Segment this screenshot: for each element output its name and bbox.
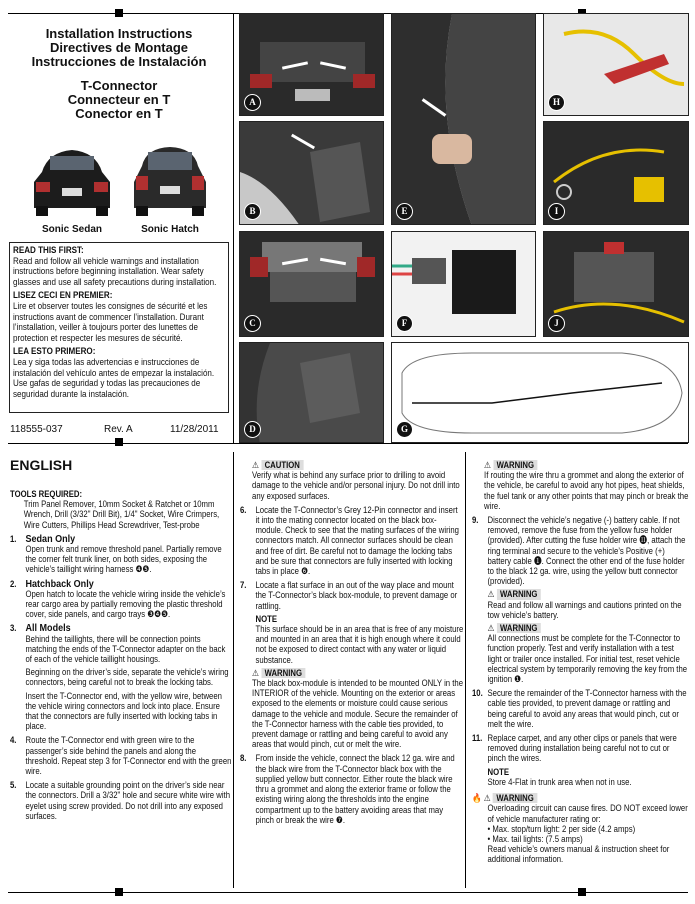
- step-10: [472, 688, 689, 729]
- step-number: 4.: [10, 735, 17, 746]
- step-body: Disconnect the vehicle’s negative (-) battery cable. If not removed, remove the fuse from the yellow fuse holder (provided). After cutting the fuse holder wire ⓫, attach the ring terminal and secure to the vehicle’s Positive (+) battery cable ❶. Connect the other end of the fuse holder to the black 12 ga. wire, using the yellow butt connector (provided).: [487, 515, 686, 587]
- step-number: 5.: [10, 780, 17, 791]
- step-head: All Models: [25, 622, 71, 635]
- photo-f: [391, 231, 536, 337]
- photo-label: C: [244, 315, 261, 332]
- column-2: [240, 457, 464, 825]
- step-number: 1.: [10, 533, 17, 544]
- step-2: [10, 579, 232, 620]
- step-body: Locate the T-Connector’s Grey 12-Pin connector and insert it into the mating connector located on the black box-module. Check to see that the mating surfaces of the wiring connectors match. All connector surfaces should be clean and free of dirt. Be careful not to damage the locking tabs and be sure that connectors are fully inserted with locking tabs in place ❻.: [255, 504, 459, 577]
- column-dividers: [233, 452, 234, 888]
- photo-i: [543, 121, 689, 225]
- warning-bullet: • Max. stop/turn light: 2 per side (4.2 amps): [487, 823, 636, 834]
- notice-es-head: LEA ESTO PRIMERO:: [13, 346, 96, 358]
- warning-label: WARNING: [497, 589, 541, 599]
- photo-label: A: [244, 94, 261, 111]
- step-number: 7.: [240, 580, 247, 591]
- middle-divider: [8, 443, 688, 444]
- vehicle-sedan-image: [28, 142, 116, 218]
- warning-body: Read vehicle’s owners manual & instruction sheet for additional information.: [487, 844, 670, 865]
- step-1: [10, 534, 232, 575]
- product-es: Conector en T: [75, 106, 163, 121]
- photo-label: F: [396, 315, 413, 332]
- photo-e: [391, 13, 536, 225]
- part-number: 118555-037: [10, 424, 63, 435]
- date: 11/28/2011: [170, 424, 219, 435]
- photo-b: [239, 121, 384, 225]
- column-1: [10, 489, 232, 821]
- step-body: Locate a flat surface in an out of the way place and mount the T-Connector’s black box-module, to prevent damage or rattling.: [255, 580, 458, 611]
- warning-bullet: • Max. tail lights: (7.5 amps): [487, 833, 583, 844]
- notice-en-body: Read and follow all vehicle warnings and installation instructions before beginning installation. Wear safety glasses and use all safety precautions during installation.: [13, 255, 217, 288]
- warning-triangle-icon: ⚠: [252, 460, 259, 470]
- notice-fr-body: Lire et observer toutes les consignes de sécurité et les instructions avant de commencer l’installation. Durant l’installation, veiller à toujours porter des lunettes de protection et respecter les mesures de sécurité.: [13, 300, 208, 344]
- step-number: 3.: [10, 623, 17, 634]
- warning-triangle-icon: ⚠: [487, 589, 495, 600]
- step-head: Sedan Only: [25, 532, 76, 545]
- warning-triangle-icon: ⚠: [487, 623, 495, 634]
- step-number: 6.: [240, 504, 247, 515]
- vehicle-hatch-image: [128, 142, 212, 218]
- step-number: 10.: [472, 688, 483, 699]
- product-fr: Connecteur en T: [67, 92, 171, 107]
- tools-body: Trim Panel Remover, 10mm Socket & Ratchet or 10mm Wrench, Drill (3/32" Drill Bit), 1/4" Socket, Wire Crimpers, Wire Cutters, Phillips Head Screwdriver, Test-probe: [23, 499, 220, 530]
- step-number: 2.: [10, 578, 17, 589]
- photo-d: [239, 342, 384, 443]
- step-body: Replace carpet, and any other clips or panels that were removed during installation being careful not to cut or pinch the wires.: [487, 733, 677, 764]
- registration-mark: [115, 438, 123, 446]
- step-body: Open trunk and remove threshold panel. Partially remove the corner felt trunk liner, on both sides, exposing the vehicle’s taillight wiring harness ❹❺.: [25, 544, 222, 575]
- product-en: T-Connector: [80, 78, 158, 93]
- notice-fr-head: LISEZ CECI EN PREMIER:: [13, 290, 113, 302]
- photo-label: G: [396, 421, 413, 438]
- step-body: Secure the remainder of the T-Connector harness with the cable ties provided, to prevent damage or rattling and being careful to avoid any areas that would pinch, cut or melt the wire.: [487, 688, 687, 729]
- step-number: 11.: [472, 733, 483, 744]
- warning-body: All connections must be complete for the T-Connector to function properly. Test and verify installation with a test light or trailer once installed. For initial test, reset vehicle electrical system by temporarily removing the key from the ignition ❶.: [487, 633, 688, 685]
- step-body: Open hatch to locate the vehicle wiring inside the vehicle’s rear cargo area by partially removing the plastic threshold cover, side panels, and cargo trays ❸❹❺.: [25, 588, 226, 620]
- vehicle-hatch-caption: Sonic Hatch: [141, 224, 199, 235]
- note-body: Store 4-Flat in trunk area when not in use.: [487, 776, 632, 787]
- step-3: [10, 623, 232, 731]
- notice-en-head: READ THIS FIRST:: [13, 245, 84, 256]
- step-8: [240, 753, 464, 824]
- warning-triangle-icon: ⚠: [484, 460, 491, 470]
- photo-h: [543, 13, 689, 116]
- column-dividers: [465, 452, 466, 888]
- note-label: NOTE: [487, 766, 509, 777]
- photo-label: D: [244, 421, 261, 438]
- column-3: [472, 457, 689, 865]
- warning-triangle-icon: ⚠: [483, 793, 491, 804]
- title-es: Instrucciones de Instalación: [31, 54, 207, 69]
- warning-body: Read and follow all warnings and cautions printed on the tow vehicle’s battery.: [487, 599, 682, 620]
- warning-label: WARNING: [493, 793, 537, 803]
- title-en: Installation Instructions: [45, 26, 193, 41]
- warning-body: The black box-module is intended to be mounted ONLY in the INTERIOR of the vehicle. Mounting on the exterior or areas exposed to the elements or moisture could cause serious damage to the vehicle and module. Secure the remainder of the T-Connector harness with the cable ties provided, to prevent damage or rattling and being careful to avoid any areas that would pinch, cut or melt the wire.: [252, 678, 464, 750]
- step-body: Route the T-Connector end with green wire to the passenger’s side behind the panels and along the threshold. Repeat step 3 for T-Connector end with the green wire.: [25, 735, 232, 777]
- step-body: Insert the T-Connector end, with the yellow wire, between the vehicle wiring connectors and lock into place. Ensure that the connectors are fully inserted with locking tabs in place.: [25, 690, 222, 732]
- photo-label: H: [548, 94, 565, 111]
- step-number: 8.: [240, 753, 247, 764]
- photo-a: [239, 13, 384, 116]
- step-body: Behind the taillights, there will be connection points matching the ends of the T-Connector adapter on the back of each of the vehicle taillight housings.: [25, 633, 226, 665]
- step-7: [240, 580, 464, 665]
- caution-label: CAUTION: [261, 460, 303, 470]
- step-body: Beginning on the driver’s side, separate the vehicle’s wiring connectors, being careful not to break the locking tabs.: [25, 667, 229, 688]
- photo-j: [543, 231, 689, 337]
- photo-label: I: [548, 203, 565, 220]
- vertical-divider: [233, 13, 234, 443]
- step-body: From inside the vehicle, connect the black 12 ga. wire and the black wire from the T-Connector black box with the supplied yellow butt connector. Either route the black wire thru a grommet and along the exterior frame or follow the existing wiring along the thresholds into the engine compartment up to the battery avoiding areas that may pinch or break the wire ❼.: [255, 753, 455, 825]
- step-body: Locate a suitable grounding point on the driver’s side near the connectors. Drill a 3/32" hole and secure white wire with eyelet using screw provided. Do not drill into any exposed surfaces.: [25, 780, 231, 821]
- warning-label: WARNING: [497, 623, 541, 633]
- notice-es-body: Lea y siga todas las advertencias e instrucciones de instalación del vehículo antes de empezar la instalación. Use gafas de seguridad y todas las precauciones de seguridad durante la instalación.: [13, 356, 215, 400]
- note-label: NOTE: [255, 613, 277, 624]
- bottom-divider: [8, 892, 688, 893]
- warning-triangle-icon: ⚠: [252, 667, 259, 678]
- photo-label: E: [396, 203, 413, 220]
- step-9: [472, 515, 689, 684]
- step-11: [472, 733, 689, 787]
- photo-g: [391, 342, 689, 443]
- safety-notice-text: [13, 246, 223, 400]
- step-6: [240, 505, 464, 576]
- caution-body: Verify what is behind any surface prior to drilling to avoid damage to the vehicle and/or personal injury. Do not drill into any exposed surfaces.: [252, 470, 460, 501]
- title-fr: Directives de Montage: [50, 40, 188, 55]
- warning-label: WARNING: [261, 668, 305, 678]
- vehicle-sedan-caption: Sonic Sedan: [41, 224, 102, 235]
- header-titles: [10, 27, 228, 121]
- revision: Rev. A: [104, 424, 133, 435]
- step-5: [10, 780, 232, 821]
- warning-body: If routing the wire thru a grommet and along the exterior of the vehicle, be careful to avoid any hot pipes, heat shields, the fuel tank or any other points that may pinch or break the wire.: [484, 470, 689, 511]
- note-body: This surface should be in an area that is free of any moisture and mounted in an area that it is high enough where it could not be exposed to direct contact with any water or liquid substance.: [255, 624, 464, 665]
- step-4: [10, 735, 232, 776]
- warning-label: WARNING: [493, 460, 537, 470]
- photo-label: J: [548, 315, 565, 332]
- tools-head: TOOLS REQUIRED:: [10, 489, 83, 499]
- fire-icon: 🔥: [472, 793, 482, 804]
- warning-body: Overloading circuit can cause fires. DO NOT exceed lower of vehicle manufacturer rating or:: [487, 803, 688, 824]
- language-heading: ENGLISH: [10, 457, 73, 473]
- step-head: Hatchback Only: [25, 577, 94, 590]
- photo-label: B: [244, 203, 261, 220]
- step-number: 9.: [472, 515, 479, 526]
- photo-c: [239, 231, 384, 337]
